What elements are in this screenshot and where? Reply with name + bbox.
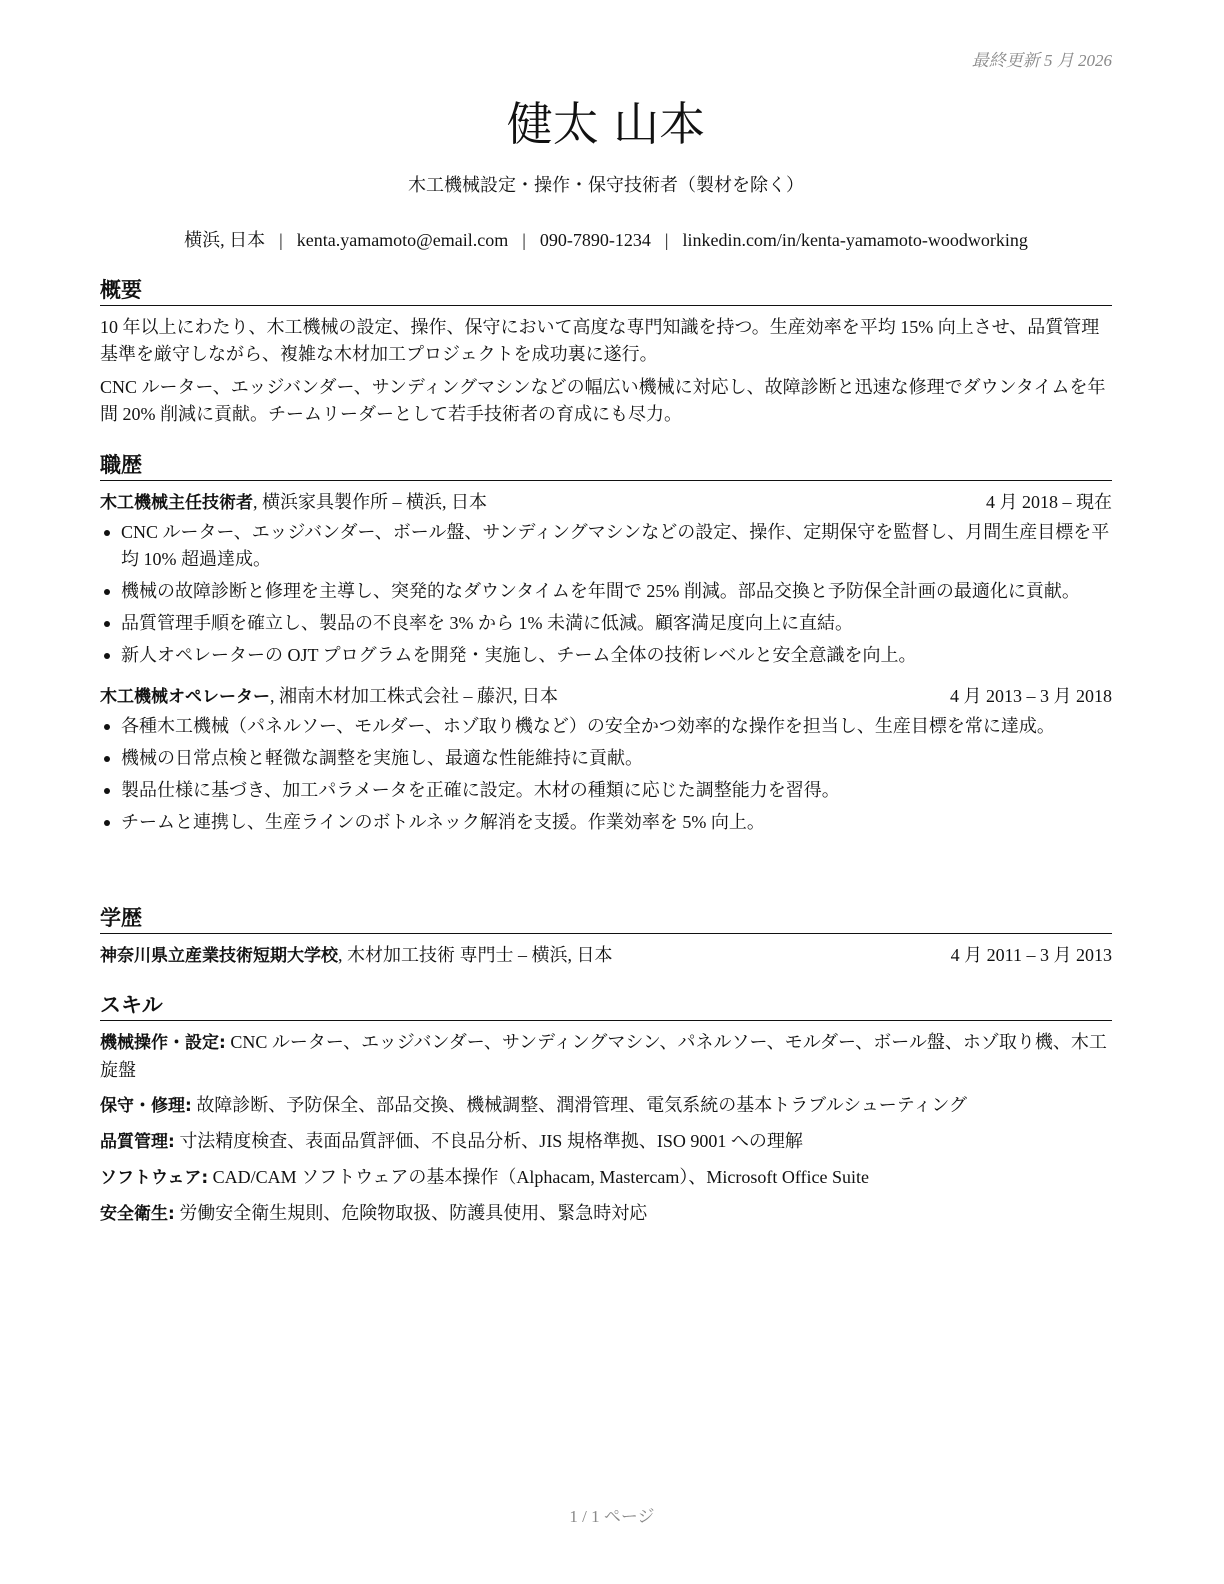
contact-location: 横浜, 日本 xyxy=(184,230,266,250)
skill-value: 寸法精度検査、表面品質評価、不良品分析、JIS 規格準拠、ISO 9001 への理解 xyxy=(174,1131,803,1151)
job-entry xyxy=(100,489,1112,669)
contact-separator: | xyxy=(664,230,669,250)
contact-email[interactable]: kenta.yamamoto@email.com xyxy=(296,230,509,250)
skill-label: 品質管理: xyxy=(100,1132,175,1152)
job-bullet: 新人オペレーターの OJT プログラムを開発・実施し、チーム全体の技術レベルと安全意識を向上。 xyxy=(100,642,1112,669)
summary-section xyxy=(100,276,1112,434)
skill-row xyxy=(100,1029,1112,1084)
skill-row xyxy=(100,1200,1112,1228)
skill-value: 労働安全衛生規則、危険物取扱、防護具使用、緊急時対応 xyxy=(174,1203,648,1223)
job-dates: 4 月 2018 – 現在 xyxy=(986,492,1112,512)
skill-value: CNC ルーター、エッジバンダー、サンディングマシン、パネルソー、モルダー、ボール盤、ホゾ取り機、木工旋盤 xyxy=(100,1032,1107,1080)
job-dates: 4 月 2013 – 3 月 2018 xyxy=(950,686,1112,706)
school-name: 神奈川県立産業技術短期大学校 xyxy=(100,946,338,966)
experience-heading: 職歴 xyxy=(100,451,1112,481)
job-company: , 湘南木材加工株式会社 – 藤沢, 日本 xyxy=(270,686,558,706)
summary-paragraph: CNC ルーター、エッジバンダー、サンディングマシンなどの幅広い機械に対応し、故障診断と迅速な修理でダウンタイムを年間 20% 削減に貢献。チームリーダーとして若手技術者の育成にも尽力。 xyxy=(100,377,1106,424)
job-title: 木工機械オペレーター xyxy=(100,687,270,707)
job-bullet: CNC ルーター、エッジバンダー、ボール盤、サンディングマシンなどの設定、操作、定期保守を監督し、月間生産目標を平均 10% 超過達成。 xyxy=(100,519,1112,573)
education-entry xyxy=(100,942,1112,970)
education-section xyxy=(100,904,1112,970)
summary-heading: 概要 xyxy=(100,276,1112,306)
skill-label: ソフトウェア: xyxy=(100,1168,209,1188)
experience-section xyxy=(100,451,1112,841)
candidate-name: 健太 山本 xyxy=(506,97,706,151)
job-bullet: チームと連携し、生産ラインのボトルネック解消を支援。作業効率を 5% 向上。 xyxy=(100,809,1112,836)
skills-heading: スキル xyxy=(100,991,1112,1021)
job-header xyxy=(100,489,1112,517)
education-dates: 4 月 2011 – 3 月 2013 xyxy=(950,945,1112,965)
skill-value: CAD/CAM ソフトウェアの基本操作（Alphacam, Mastercam）、Microsoft Office Suite xyxy=(208,1167,869,1187)
contact-separator: | xyxy=(279,230,283,250)
contact-phone: 090-7890-1234 xyxy=(539,230,651,250)
skill-row xyxy=(100,1092,1112,1120)
page-indicator: 1 / 1 ページ xyxy=(569,1507,655,1526)
contact-separator: | xyxy=(522,230,526,250)
job-bullets xyxy=(100,519,1112,669)
job-bullet: 製品仕様に基づき、加工パラメータを正確に設定。木材の種類に応じた調整能力を習得。 xyxy=(100,777,1112,804)
job-header xyxy=(100,683,1112,711)
job-bullets xyxy=(100,713,1112,836)
skills-section xyxy=(100,991,1112,1236)
skill-row xyxy=(100,1164,1112,1192)
last-updated: 最終更新 5 月 2026 xyxy=(971,51,1112,70)
skill-row xyxy=(100,1128,1112,1156)
job-bullet: 各種木工機械（パネルソー、モルダー、ホゾ取り機など）の安全かつ効率的な操作を担当し、生産目標を常に達成。 xyxy=(100,713,1112,740)
job-bullet: 機械の故障診断と修理を主導し、突発的なダウンタイムを年間で 25% 削減。部品交換と予防保全計画の最適化に貢献。 xyxy=(100,578,1112,605)
job-company: , 横浜家具製作所 – 横浜, 日本 xyxy=(253,492,487,512)
job-title: 木工機械主任技術者 xyxy=(100,493,253,513)
skill-label: 保守・修理: xyxy=(100,1096,192,1116)
skill-label: 機械操作・設定: xyxy=(100,1033,226,1053)
job-subtitle: 木工機械設定・操作・保守技術者（製材を除く） xyxy=(408,175,804,195)
contact-line xyxy=(100,226,1112,252)
education-heading: 学歴 xyxy=(100,904,1112,934)
job-bullet: 品質管理手順を確立し、製品の不良率を 3% から 1% 未満に低減。顧客満足度向上に直結。 xyxy=(100,610,1112,637)
skill-label: 安全衛生: xyxy=(100,1204,175,1224)
resume-page xyxy=(100,0,1112,1584)
skill-value: 故障診断、予防保全、部品交換、機械調整、潤滑管理、電気系統の基本トラブルシューティング xyxy=(191,1095,967,1115)
job-bullet: 機械の日常点検と軽微な調整を実施し、最適な性能維持に貢献。 xyxy=(100,745,1112,772)
education-detail: , 木材加工技術 専門士 – 横浜, 日本 xyxy=(338,945,613,965)
job-entry xyxy=(100,683,1112,836)
contact-linkedin[interactable]: linkedin.com/in/kenta-yamamoto-woodworking xyxy=(682,230,1028,250)
summary-paragraph: 10 年以上にわたり、木工機械の設定、操作、保守において高度な専門知識を持つ。生産効率を平均 15% 向上させ、品質管理基準を厳守しながら、複雑な木材加工プロジェクトを成功裏に遂行。 xyxy=(100,317,1100,364)
